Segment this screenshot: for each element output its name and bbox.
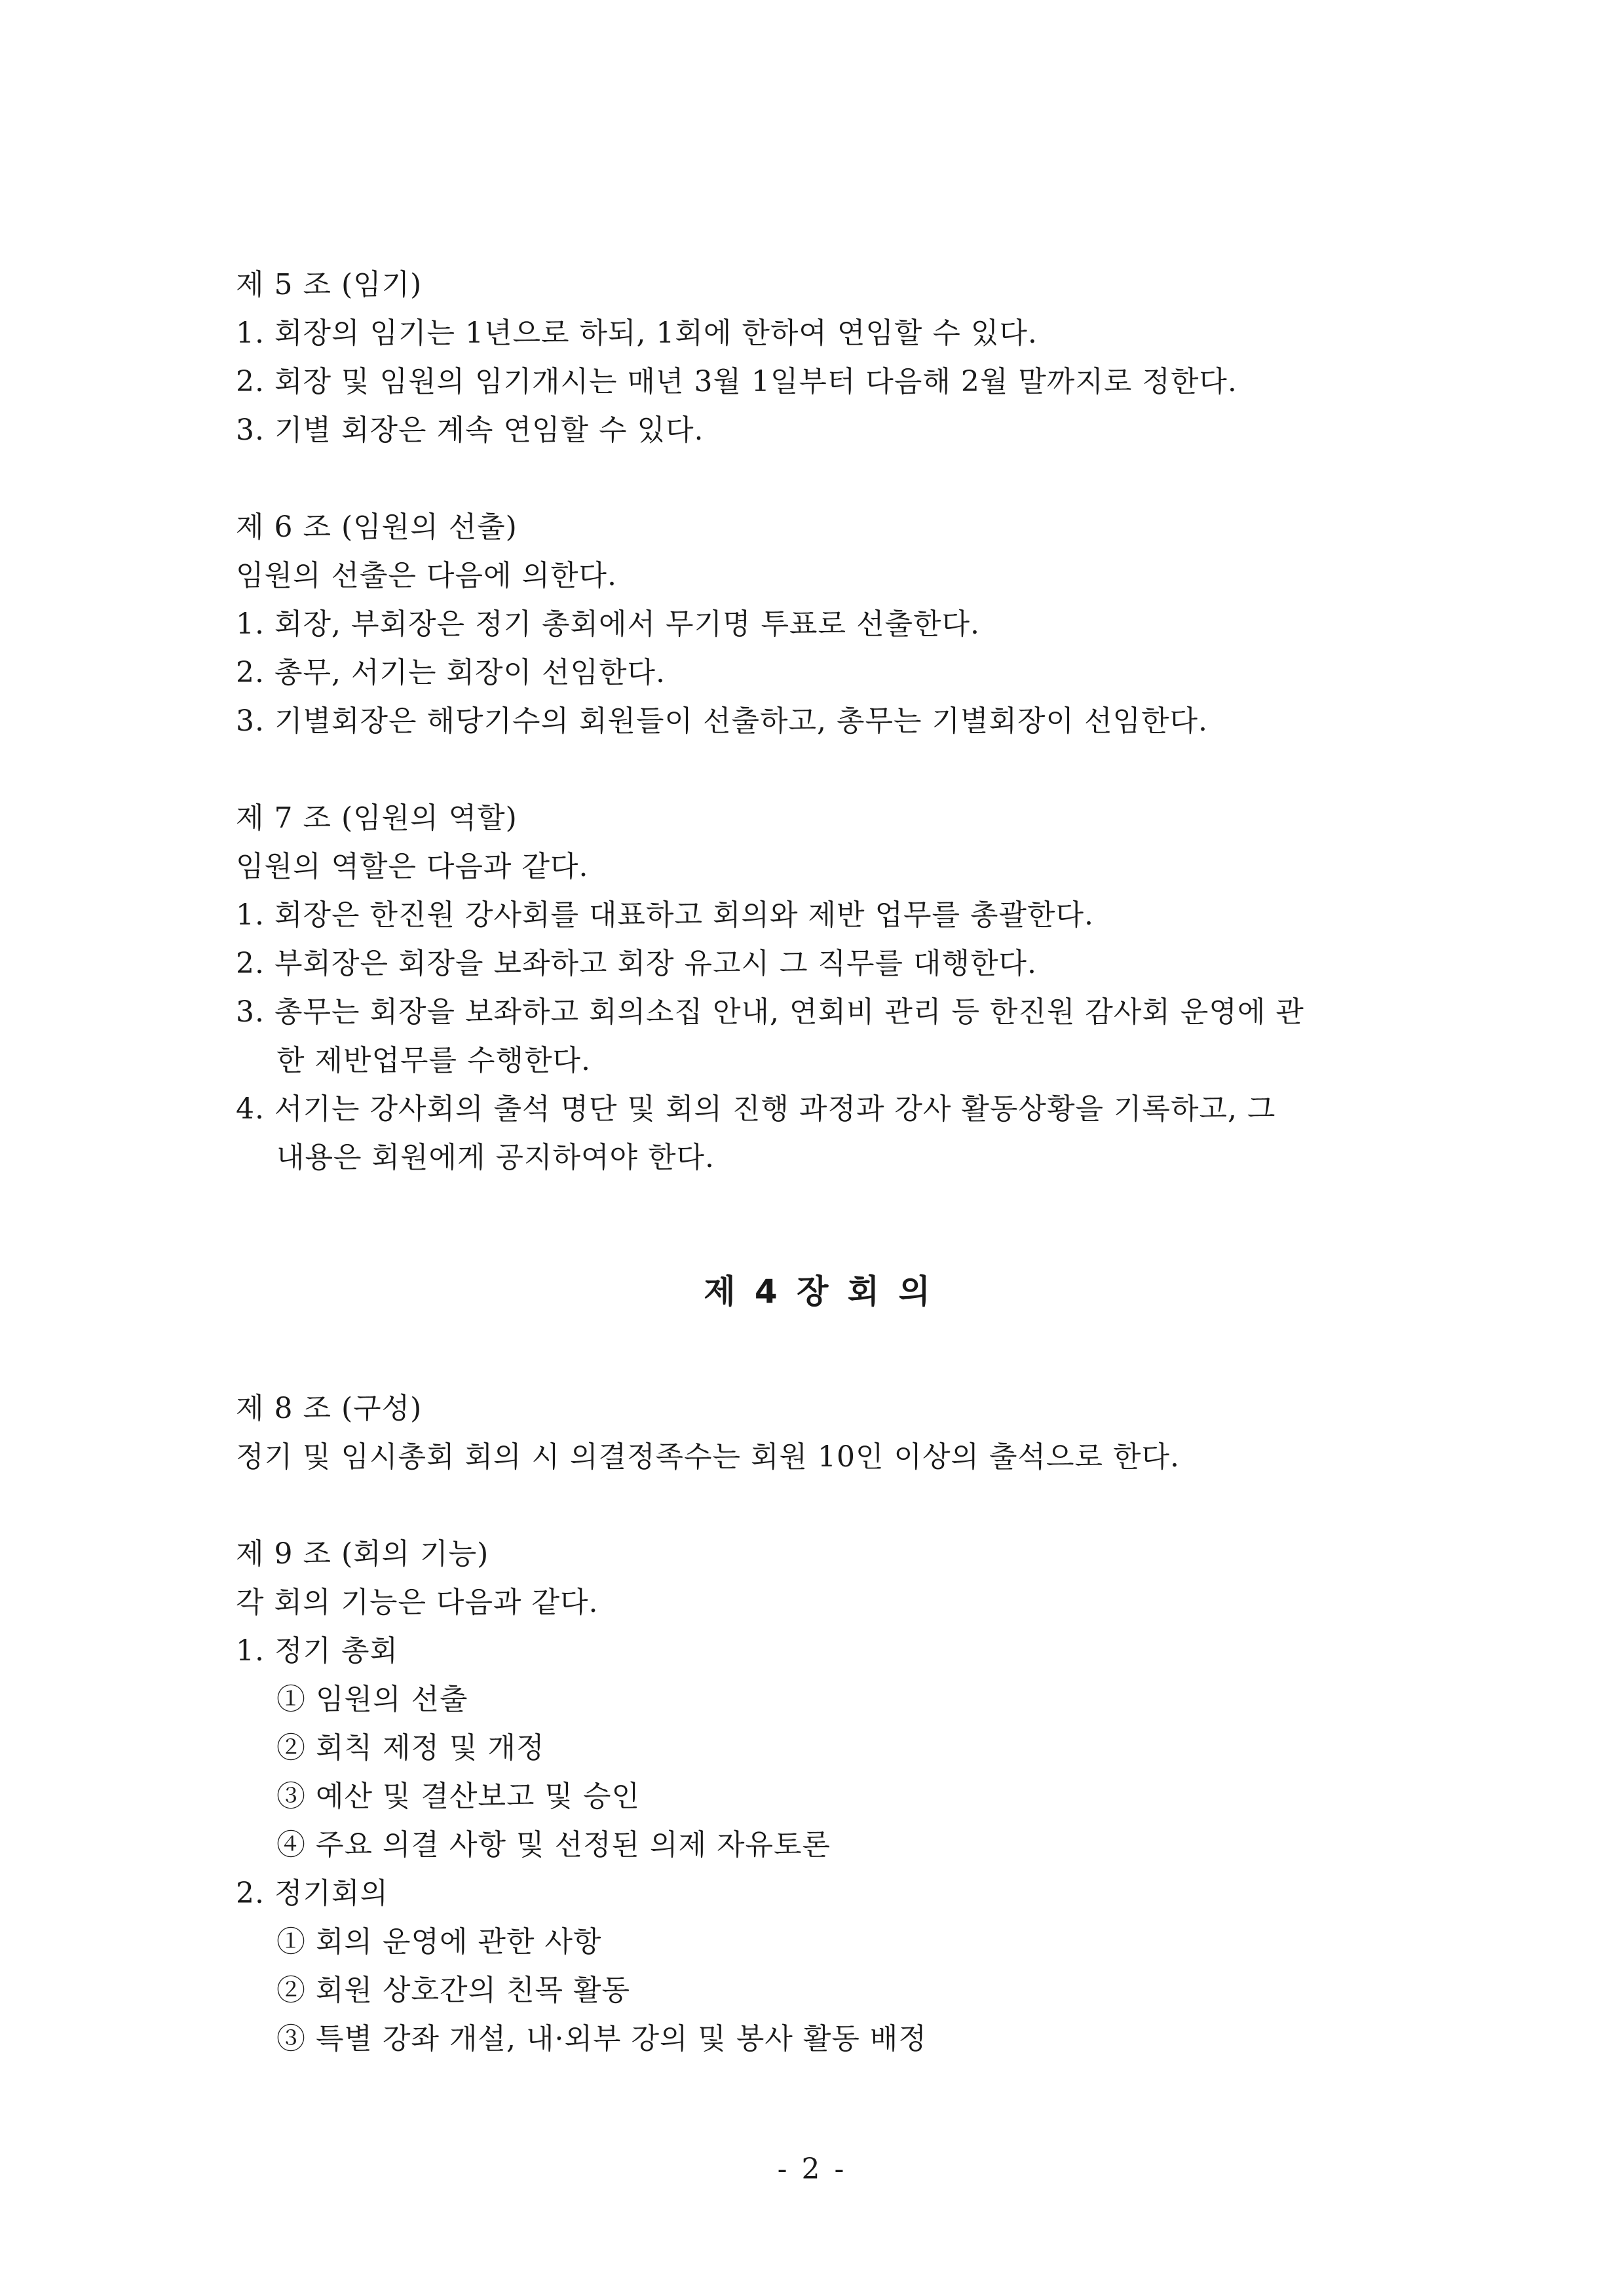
- article6-heading: 제 6 조 (임원의 선출): [236, 510, 518, 544]
- chapter-title: 제 4 장 회 의: [704, 1272, 934, 1311]
- article9-subitem: ③ 특별 강좌 개설, 내·외부 강의 및 봉사 활동 배정: [276, 2022, 927, 2056]
- article7-item: 2. 부회장은 회장을 보좌하고 회장 유고시 그 직무를 대행한다.: [236, 947, 1037, 980]
- article9-heading: 제 9 조 (회의 기능): [236, 1537, 489, 1571]
- article6-item: 2. 총무, 서기는 회장이 선임한다.: [236, 656, 666, 689]
- article7-heading: 제 7 조 (임원의 역할): [236, 801, 518, 835]
- article8-text: 정기 및 임시총회 회의 시 의결정족수는 회원 10인 이상의 출석으로 한다.: [236, 1440, 1180, 1474]
- article7-item-continuation: 내용은 회원에게 공지하여야 한다.: [276, 1141, 715, 1174]
- article5-item: 2. 회장 및 임원의 임기개시는 매년 3월 1일부터 다음해 2월 말까지로 정한다.: [236, 365, 1237, 398]
- article6-item: 1. 회장, 부회장은 정기 총회에서 무기명 투표로 선출한다.: [236, 607, 980, 641]
- article5-heading: 제 5 조 (임기): [236, 268, 423, 301]
- article7-intro: 임원의 역할은 다음과 같다.: [236, 850, 589, 883]
- article7-item-continuation: 한 제반업무를 수행한다.: [276, 1044, 591, 1077]
- article9-subitem: ② 회칙 제정 및 개정: [276, 1731, 545, 1765]
- article9-section-label: 1. 정기 총회: [236, 1634, 398, 1668]
- article7-item: 4. 서기는 강사회의 출석 명단 및 회의 진행 과정과 강사 활동상황을 기록하고, 그: [236, 1092, 1276, 1126]
- article6-intro: 임원의 선출은 다음에 의한다.: [236, 559, 617, 592]
- article9-intro: 각 회의 기능은 다음과 같다.: [236, 1586, 599, 1619]
- article9-subitem: ③ 예산 및 결산보고 및 승인: [276, 1780, 640, 1813]
- article9-subitem: ① 회의 운영에 관한 사항: [276, 1925, 602, 1959]
- article6-item: 3. 기별회장은 해당기수의 회원들이 선출하고, 총무는 기별회장이 선임한다.: [236, 704, 1208, 738]
- document-page: [236, 261, 1402, 2063]
- article7-item: 1. 회장은 한진원 강사회를 대표하고 회의와 제반 업무를 총괄한다.: [236, 898, 1094, 932]
- article5-item: 1. 회장의 임기는 1년으로 하되, 1회에 한하여 연임할 수 있다.: [236, 316, 1038, 350]
- article9-section-label: 2. 정기회의: [236, 1877, 388, 1910]
- article7-item: 3. 총무는 회장을 보좌하고 회의소집 안내, 연회비 관리 등 한진원 감사회 운영에 관: [236, 995, 1304, 1029]
- article8-heading: 제 8 조 (구성): [236, 1392, 423, 1425]
- article9-subitem: ① 임원의 선출: [276, 1683, 468, 1716]
- article9-subitem: ② 회원 상호간의 친목 활동: [276, 1974, 630, 2007]
- article5-item: 3. 기별 회장은 계속 연임할 수 있다.: [236, 413, 704, 447]
- page-number: - 2 -: [777, 2152, 847, 2186]
- article9-subitem: ④ 주요 의결 사항 및 선정된 의제 자유토론: [276, 1828, 831, 1862]
